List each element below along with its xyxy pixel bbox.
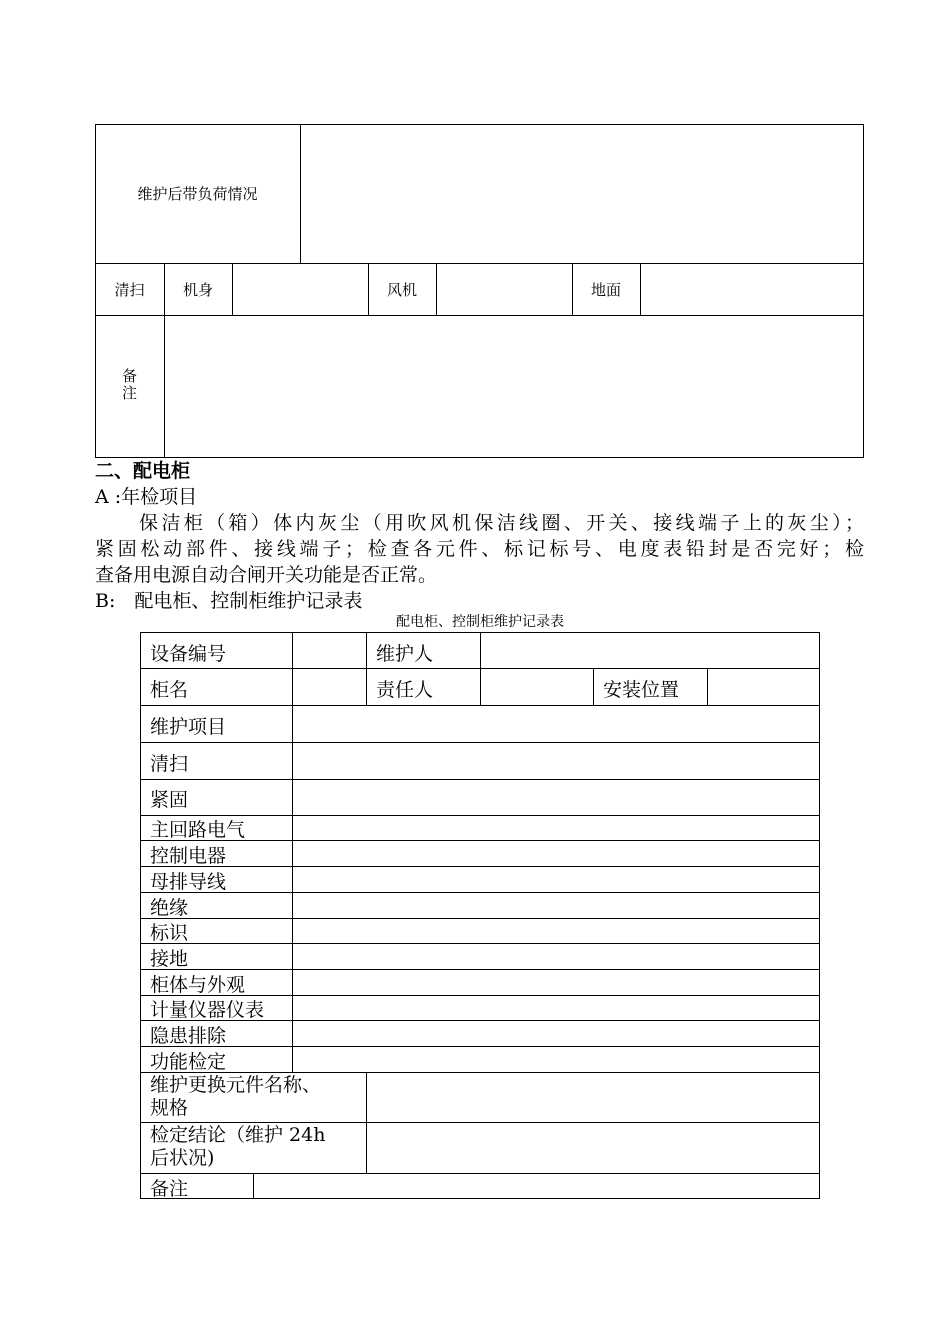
row-divider bbox=[140, 1173, 820, 1174]
row-divider bbox=[140, 866, 820, 867]
remarks-char: 备 bbox=[121, 367, 137, 385]
paragraph-line: 保洁柜（箱）体内灰尘（用吹风机保洁线圈、开关、接线端子上的灰尘）； bbox=[139, 512, 864, 534]
section-heading: 二、配电柜 bbox=[95, 460, 191, 482]
row-divider bbox=[140, 918, 820, 919]
label-line: 维护更换元件名称、 bbox=[150, 1074, 322, 1096]
row-divider bbox=[140, 1046, 820, 1047]
col-divider bbox=[292, 632, 293, 1072]
row-divider bbox=[140, 1122, 820, 1123]
row-label: 隐患排除 bbox=[150, 1025, 227, 1047]
verdict-label bbox=[150, 1124, 362, 1170]
col-divider bbox=[232, 263, 233, 315]
annual-inspection-label: A :年检项目 bbox=[95, 486, 198, 508]
maintainer-label: 维护人 bbox=[376, 643, 434, 665]
row-label: 标识 bbox=[150, 922, 189, 944]
row-label: 清扫 bbox=[150, 753, 189, 775]
col-divider bbox=[640, 263, 641, 315]
remarks-char: 注 bbox=[121, 384, 137, 402]
row-divider bbox=[140, 705, 820, 706]
location-label: 安装位置 bbox=[603, 679, 680, 701]
maintenance-items-label: 维护项目 bbox=[150, 716, 227, 738]
paragraph-line: 紧固松动部件、接线端子；检查各元件、标记标号、电度表铅封是否完好；检 bbox=[95, 538, 864, 560]
row-label: 主回路电气 bbox=[150, 819, 246, 841]
ground-label: 地面 bbox=[590, 280, 621, 299]
row-label: 紧固 bbox=[150, 789, 189, 811]
body-label: 机身 bbox=[182, 280, 213, 299]
responsible-label: 责任人 bbox=[376, 679, 434, 701]
col-divider bbox=[300, 124, 301, 263]
table-caption: 配电柜、控制柜维护记录表 bbox=[396, 614, 564, 630]
row-label: 功能检定 bbox=[150, 1051, 227, 1073]
col-divider bbox=[253, 1173, 254, 1199]
row-label: 接地 bbox=[150, 948, 189, 970]
row-label: 母排导线 bbox=[150, 871, 227, 893]
replace-parts-label bbox=[150, 1074, 362, 1120]
load-condition-label: 维护后带负荷情况 bbox=[137, 185, 258, 203]
fan-label: 风机 bbox=[386, 280, 417, 299]
device-no-label: 设备编号 bbox=[150, 643, 227, 665]
label-line: 规格 bbox=[150, 1097, 189, 1119]
label-line: 检定结论（维护 24h bbox=[150, 1124, 326, 1146]
record-table-label: B: 配电柜、控制柜维护记录表 bbox=[95, 590, 363, 612]
row-divider bbox=[95, 315, 864, 316]
cabinet-name-label: 柜名 bbox=[150, 679, 189, 701]
row-label: 控制电器 bbox=[150, 845, 227, 867]
col-divider bbox=[436, 263, 437, 315]
remarks-label: 备注 bbox=[150, 1178, 189, 1200]
row-divider bbox=[140, 779, 820, 780]
paragraph-line: 查备用电源自动合闸开关功能是否正常。 bbox=[95, 564, 438, 586]
col-divider bbox=[480, 632, 481, 705]
row-divider bbox=[140, 943, 820, 944]
row-divider bbox=[140, 892, 820, 893]
clean-label: 清扫 bbox=[114, 280, 145, 299]
row-label: 绝缘 bbox=[150, 897, 189, 919]
inspection-paragraph bbox=[95, 510, 864, 588]
row-label: 柜体与外观 bbox=[150, 974, 246, 996]
row-label: 计量仪器仪表 bbox=[150, 999, 265, 1021]
col-divider bbox=[593, 668, 594, 705]
col-divider bbox=[366, 1072, 367, 1173]
row-divider bbox=[140, 742, 820, 743]
label-line: 后状况) bbox=[150, 1147, 215, 1169]
col-divider bbox=[707, 668, 708, 705]
row-divider bbox=[140, 1072, 820, 1073]
remarks-label bbox=[95, 368, 164, 402]
col-divider bbox=[366, 632, 367, 705]
